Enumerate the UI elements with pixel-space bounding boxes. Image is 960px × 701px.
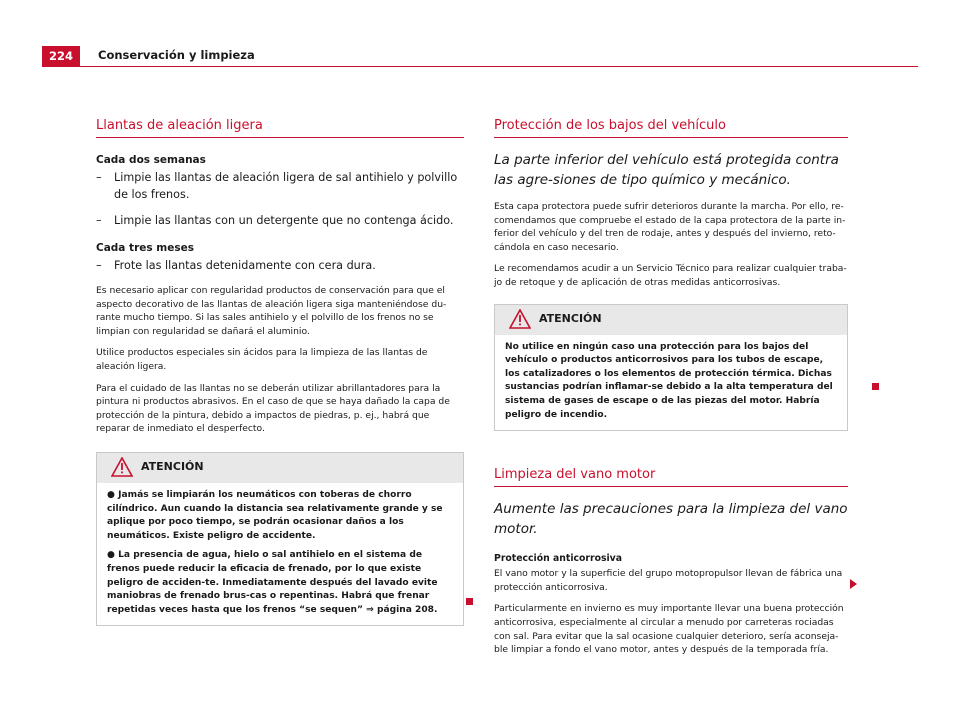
- header-rule: [42, 66, 918, 67]
- dash-bullet: –: [96, 258, 102, 272]
- dash-bullet: –: [96, 214, 102, 227]
- list-item-text: Limpie las llantas con un detergente que no contenga ácido.: [114, 214, 454, 227]
- warning-bullet: ● La presencia de agua, hielo o sal antihielo en el sistema de frenos puede reducir la eficacia de frenado, por lo que existe peligro de acciden-te. Inmediatamente después del lavado evite maniobras de frenado brus-cas o repentinas. Habrá que frenar repetidas veces hasta que los frenos “se sequen” ⇒ página 208.: [107, 550, 438, 615]
- warning-header: [97, 453, 463, 483]
- list-item-text: Limpie las llantas de aleación ligera de sal antihielo y polvillo de los frenos.: [114, 171, 458, 201]
- list-item: [96, 170, 464, 203]
- list-item: [96, 258, 464, 275]
- list-item-text: Frote las llantas detenidamente con cera dura.: [114, 258, 376, 272]
- warning-title: ATENCIÓN: [539, 311, 602, 325]
- section-lead: Aumente las precauciones para la limpieza del vano motor.: [494, 501, 848, 538]
- end-of-section-mark: [466, 598, 473, 605]
- dash-bullet: –: [96, 171, 102, 184]
- end-of-section-mark: [872, 383, 879, 390]
- right-column: [494, 118, 848, 665]
- subheading: Protección anticorrosiva: [494, 553, 623, 565]
- continue-arrow-icon: [850, 579, 857, 589]
- section-title-llantas: Llantas de aleación ligera: [96, 118, 464, 138]
- group-label-three-months: Cada tres meses: [96, 241, 194, 254]
- warning-text: No utilice en ningún caso una protección para los bajos del vehículo o productos anticorrosivos para los tubos de escape, los catalizadores o los elementos de protección térmica. Dichas sustancias podrían inflamar-se debido a la alta temperatura del sistema de gases de escape o de las piezas del motor. Habría peligro de incendio.: [505, 341, 833, 420]
- chapter-title: Conservación y limpieza: [98, 48, 255, 62]
- warning-bullet: ● Jamás se limpiarán los neumáticos con toberas de chorro cilíndrico. Aun cuando la distancia sea relativamente grande y se aplique por poco tiempo, se podrán ocasionar daños a los neumáticos. Existe peligro de accidente.: [107, 489, 443, 541]
- body-paragraph: Para el cuidado de las llantas no se deberán utilizar abrillantadores para la pintura ni productos abrasivos. En el caso de que se haya dañado la capa de protección de la pintura, debido a impactos de piedras, p. ej., habrá que reparar de inmediato el desperfecto.: [96, 382, 450, 435]
- page-number: 224: [42, 46, 80, 66]
- warning-title: ATENCIÓN: [141, 459, 204, 473]
- body-paragraph: Le recomendamos acudir a un Servicio Técnico para realizar cualquier traba-jo de retoque y de aplicación de otras medidas anticorrosivas.: [494, 263, 847, 288]
- body-paragraph: Es necesario aplicar con regularidad productos de conservación para que el aspecto decorativo de las llantas de aleación ligera siga manteniéndose du-rante mucho tiempo. Si las sales antihielo y el polvillo de los frenos no se limpian con regularidad se dañará el aluminio.: [96, 285, 447, 337]
- section-lead: La parte inferior del vehículo está protegida contra las agre-siones de tipo químico y mecánico.: [494, 152, 839, 188]
- warning-box: [494, 304, 848, 432]
- warning-box: [96, 452, 464, 626]
- group-label-two-weeks: Cada dos semanas: [96, 154, 206, 166]
- section-title-vano-motor: Limpieza del vano motor: [494, 467, 848, 487]
- body-paragraph: Esta capa protectora puede sufrir deterioros durante la marcha. Por ello, re-comendamos que compruebe el estado de la capa protectora de la parte in-ferior del vehículo y del tren de rodaje, antes y después del invierno, reto-cándola en caso necesario.: [494, 201, 846, 253]
- warning-body: [97, 483, 463, 625]
- body-paragraph: Utilice productos especiales sin ácidos para la limpieza de las llantas de aleación ligera.: [96, 347, 428, 372]
- warning-triangle-icon: [111, 457, 133, 477]
- list-item: [96, 213, 464, 230]
- body-paragraph: Particularmente en invierno es muy importante llevar una buena protección anticorrosiva, especialmente al circular a menudo por carreteras rociadas con sal. Para evitar que la sal ocasione cualquier deterioro, sería aconseja-ble limpiar a fondo el vano motor, antes y después de la temporada fría.: [494, 603, 844, 656]
- warning-header: [495, 305, 847, 335]
- left-column: [96, 118, 464, 626]
- body-paragraph: El vano motor y la superficie del grupo motopropulsor llevan de fábrica una protección anticorrosiva.: [494, 568, 843, 593]
- warning-triangle-icon: [509, 309, 531, 329]
- warning-body: [495, 335, 847, 431]
- section-title-bajos: Protección de los bajos del vehículo: [494, 118, 848, 138]
